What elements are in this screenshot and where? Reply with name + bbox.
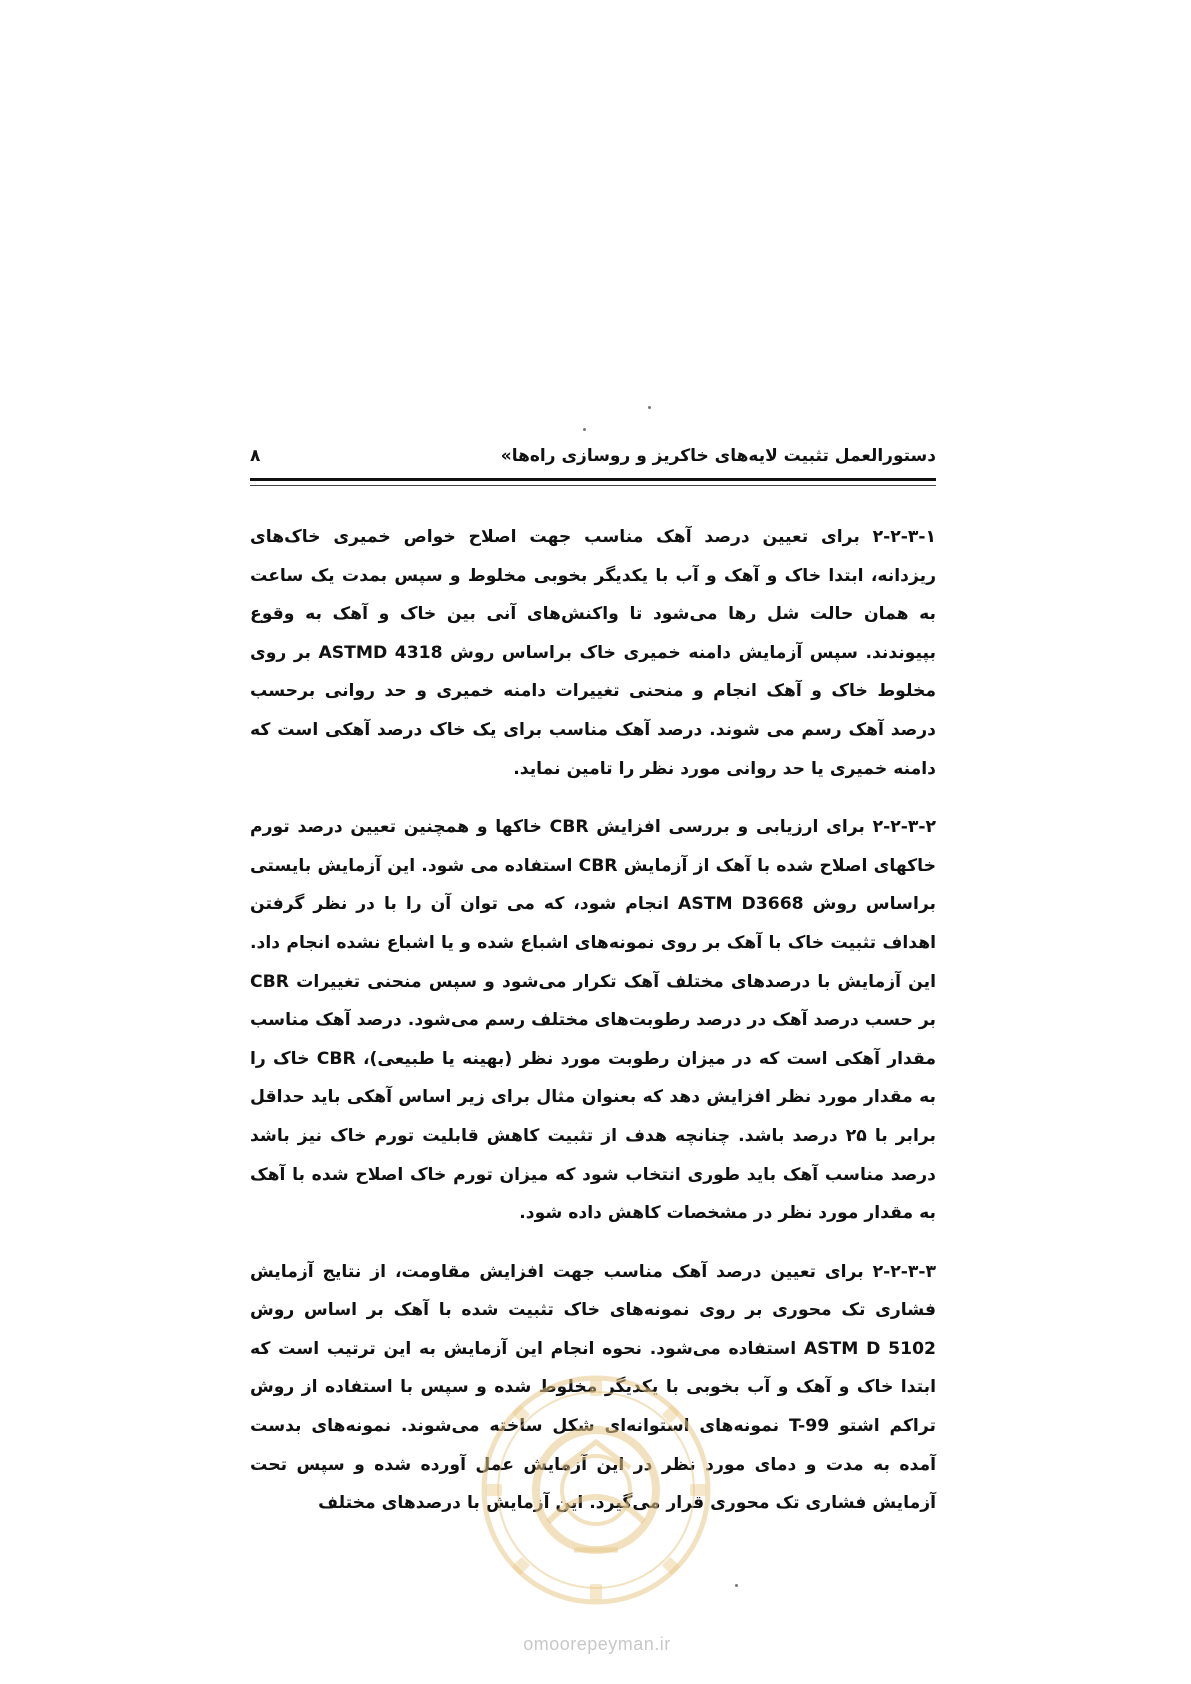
paragraph-2-2-3-1 <box>250 518 936 788</box>
watermark-site: omoorepeyman.ir <box>523 1634 671 1654</box>
paragraph-2-2-3-2 <box>250 808 936 1233</box>
header-rule-thin <box>250 485 936 486</box>
section-number: ۲-۲-۳-۱ <box>872 527 937 547</box>
scan-speck <box>648 406 651 409</box>
paragraph-text: برای تعیین درصد آهک مناسب جهت اصلاح خواص خمیری خاک‌های ریزدانه، ابتدا خاک و آهک و آب با یکدیگر بخوبی مخلوط و سپس بمدت یک ساعت به همان حالت شل رها می‌شود تا واکنش‌های آنی بین خاک و آهک به وقوع بپیوندند. سپس آزمایش دامنه خمیری خاک براساس روش ASTMD 4318 بر روی مخلوط خاک و آهک انجام و منحنی تغییرات دامنه خمیری و حد روانی برحسب درصد آهک رسم می شوند. درصد آهک مناسب برای یک خاک درصد آهکی است که دامنه خمیری یا حد روانی مورد نظر را تامین نماید. <box>250 527 936 779</box>
scan-speck <box>583 428 586 431</box>
header-rule-thick <box>250 478 936 481</box>
paragraph-2-2-3-3 <box>250 1253 936 1523</box>
page-number: ۸ <box>250 446 261 466</box>
section-number: ۲-۲-۳-۲ <box>872 817 936 838</box>
body-text <box>250 518 936 1543</box>
paragraph-text: برای تعیین درصد آهک مناسب جهت افزایش مقاومت، از نتایج آزمایش فشاری تک محوری بر روی نمونه‌های خاک تثبیت شده با آهک بر اساس روش ASTM D 5102 استفاده می‌شود. نحوه انجام این آزمایش به این ترتیب است که ابتدا خاک و آهک و آب بخوبی با یکدیگر مخلوط شده و سپس با استفاده از روش تراکم اشتو T-99 نمونه‌های استوانه‌ای شکل ساخته می‌شوند. نمونه‌های بدست آمده به مدت و دمای مورد نظر در این آزمایش عمل آورده شده و سپس تحت آزمایش فشاری تک محوری قرار می‌گیرد. این آزمایش با درصدهای مختلف <box>250 1261 936 1514</box>
section-number: ۲-۲-۳-۳ <box>872 1261 937 1282</box>
running-title: دستورالعمل تثبیت لایه‌های خاکریز و روسازی راه‌ها» <box>500 446 936 466</box>
page-header <box>250 442 936 470</box>
paragraph-text: برای ارزیابی و بررسی افزایش CBR خاکها و همچنین تعیین درصد تورم خاکهای اصلاح شده با آهک از آزمایش CBR استفاده می شود. این آزمایش بایستی براساس روش ASTM D3668 انجام شود، که می توان آن را با در نظر گرفتن اهداف تثبیت خاک با آهک بر روی نمونه‌های اشباع شده و یا اشباع نشده انجام داد. این آزمایش با درصدهای مختلف آهک تکرار می‌شود و سپس منحنی تغییرات CBR بر حسب درصد آهک در درصد رطوبت‌های مختلف رسم می‌شود. درصد آهک مناسب مقدار آهکی است که در میزان رطوبت مورد نظر (بهینه یا طبیعی)، CBR خاک را به مقدار مورد نظر افزایش دهد که بعنوان مثال برای زیر اساس آهکی باید حداقل برابر با ۲۵ درصد باشد. چنانچه هدف از تثبیت کاهش قابلیت تورم خاک نیز باشد درصد مناسب آهک باید طوری انتخاب شود که میزان تورم خاک اصلاح شده با آهک به مقدار مورد نظر در مشخصات کاهش داده شود. <box>249 817 937 1224</box>
scan-speck <box>735 1584 738 1587</box>
